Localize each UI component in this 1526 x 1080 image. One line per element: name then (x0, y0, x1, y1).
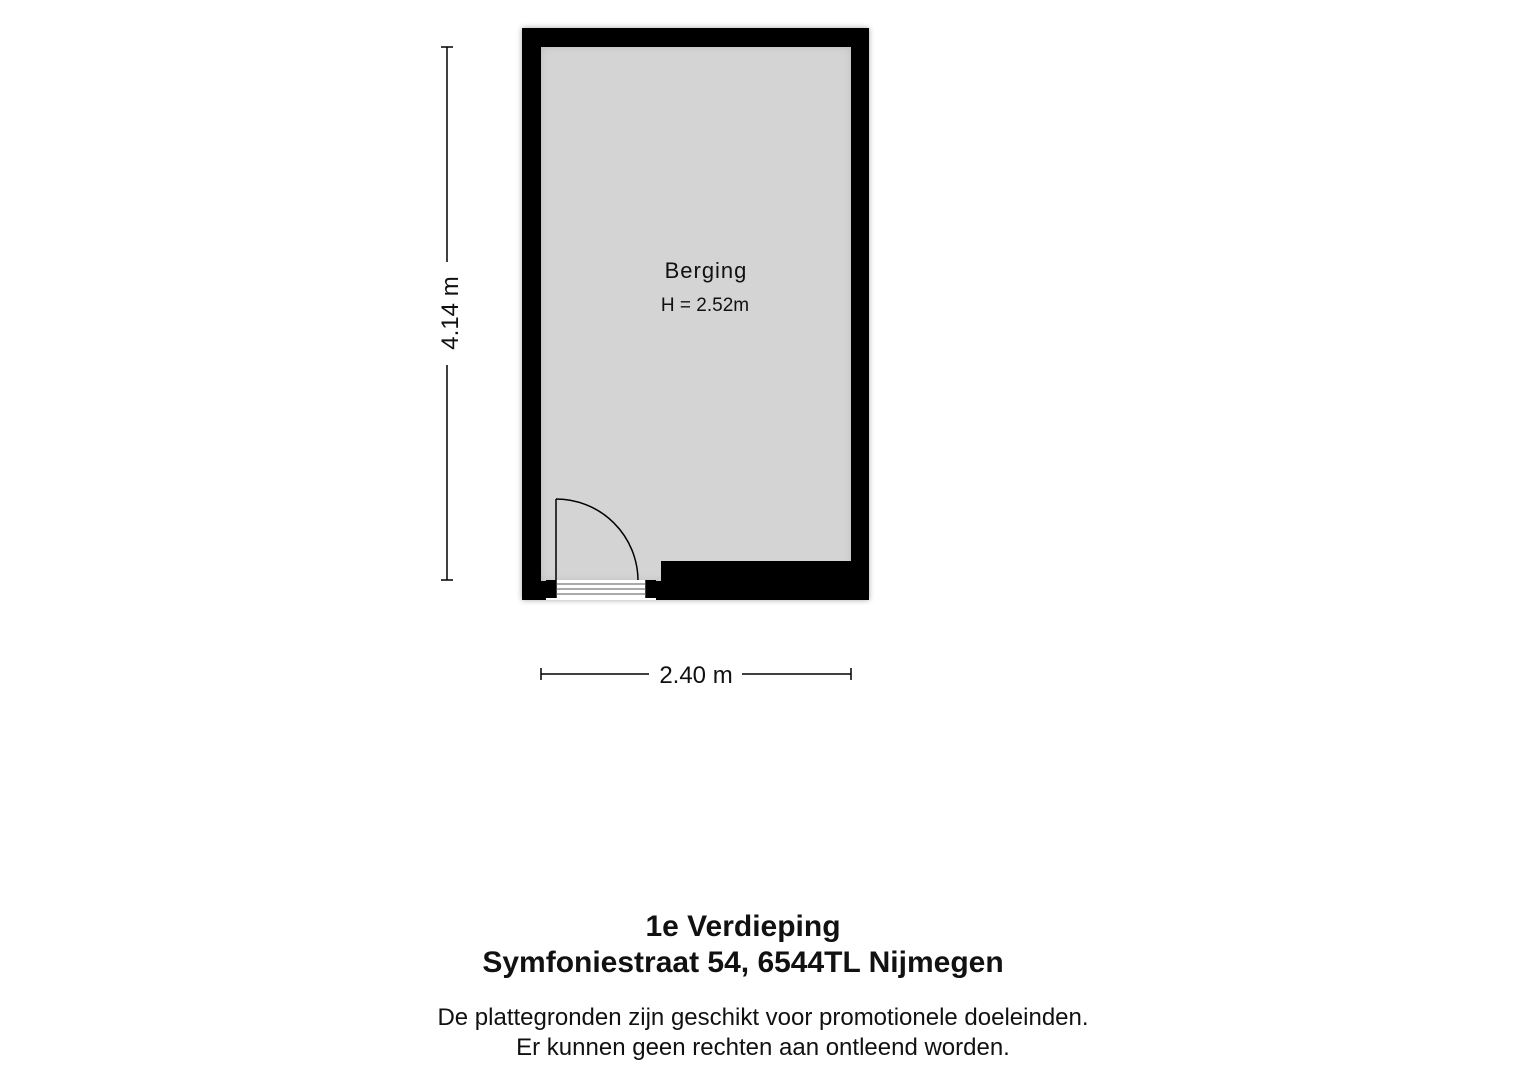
room-name-label: Berging (664, 258, 748, 283)
address-heading: Symfoniestraat 54, 6544TL Nijmegen (482, 946, 1004, 979)
door-threshold (546, 580, 656, 600)
width-dimension (541, 662, 851, 689)
disclaimer-line-1: De plattegronden zijn geschikt voor promotionele doeleinden. (437, 1004, 1089, 1031)
floor-name-heading: 1e Verdieping (645, 910, 841, 943)
wall-ledge (661, 561, 851, 581)
depth-dimension (437, 47, 464, 580)
depth-dimension-label: 4.14 m (437, 276, 464, 350)
disclaimer-line-2: Er kunnen geen rechten aan ontleend worden. (516, 1034, 1010, 1061)
width-dimension-label: 2.40 m (659, 662, 733, 689)
room-height-label: H = 2.52m (660, 295, 750, 316)
